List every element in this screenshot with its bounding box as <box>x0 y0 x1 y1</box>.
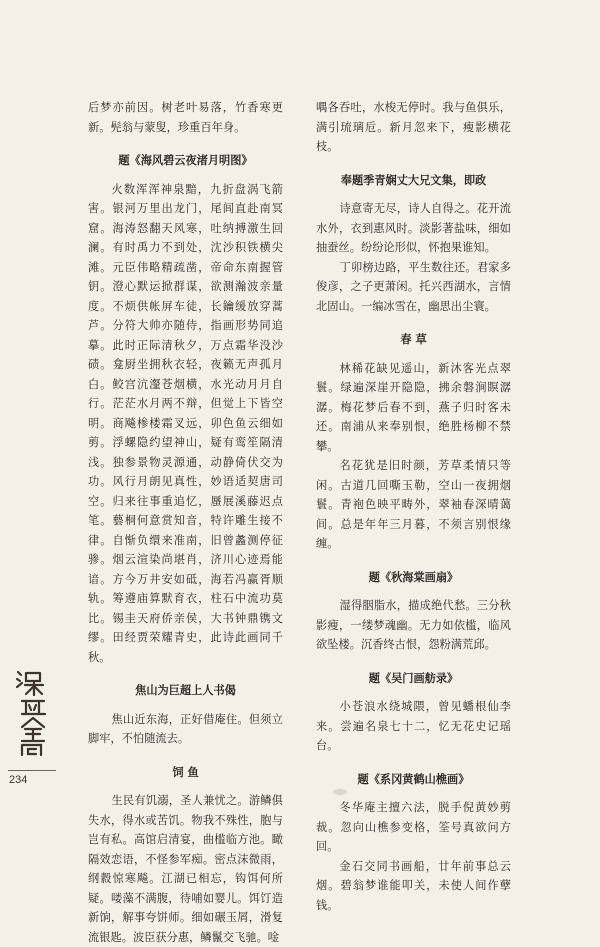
poem-paragraph: 金石交同书画船，廿年前事总云烟。碧翁梦谁能叩关，未使人间作孽钱。 <box>316 859 511 912</box>
poem-title: 焦山为巨超上人书偈 <box>135 683 236 697</box>
poem-title: 春 草 <box>400 332 427 346</box>
poem-paragraph: 名花犹是旧时颜，芳草柔情只等闲。古道几回嘶玉勒，空山一夜拥烟鬟。青袍色映平畴外，翠袖春深晴蔼间。总是年年三月暮，不须言别恨缘缠。 <box>316 459 511 550</box>
page-number: 234 <box>9 774 28 786</box>
left-text-column <box>88 98 283 947</box>
poem-title: 奉题季青娴丈大兄文集，即政 <box>340 172 487 187</box>
poem-title: 题《系冈黄鹤山樵画》 <box>357 771 470 786</box>
poem-paragraph: 冬华庵主擅六法，脱手倪黄妙剪裁。忽向山樵参变格，筌号真欲问方回。 <box>316 801 511 853</box>
poem-paragraph: 诗意寄无尽，诗人自得之。花开流水外，衣到惠风时。淡影著盐味，细如抽蚕丝。纷纷论形似，怀抱果谁知。 <box>316 202 511 254</box>
poem-paragraph: 生民有饥溺，圣人兼忧之。游鳞俱失水，得水或苦饥。物我不殊性，胞与岂有私。高馆启清宴，曲槛临方池。瞰隔效恋语，不怪参军痴。密点沫微雨，纲縠惊寒飚。江湖已相忘，钩饵何所疑。喽藻不满腹，待哺如婴儿。饵饤造新饷，解事夸饼师。细如碾玉屑，滑复流银匙。波臣获分惠，鳞鬣交飞驰。唫 <box>88 794 283 944</box>
footer-rule <box>8 770 56 771</box>
poem-title: 饲 鱼 <box>172 764 199 779</box>
poem-paragraph: 湿得胭脂水，描成绝代愁。三分秋影瘦，一缕梦魂幽。无力如依槛，临风欲坠楼。沉香终古恨，怨粉满荒邱。 <box>316 599 511 651</box>
poem-title: 题《海风碧云夜渚月明图》 <box>118 153 253 167</box>
poem-paragraph: 焦山近东海，正好借庵住。但须立脚牢，不怕随流去。 <box>88 712 283 745</box>
poem-paragraph: 林稀花缺见遥山，新沐客光点翠鬟。绿遍深崖开隐隐，拂余磐涧瞑潺潺。梅花梦后春不到，燕子归时客未还。南浦从来奉别恨，绝胜杨柳不禁攀。 <box>316 361 511 453</box>
poem-title: 题《秋海棠画扇》 <box>368 569 459 584</box>
poem-title: 题《吴门画舫录》 <box>368 670 459 685</box>
calligraphy-seal-icon <box>8 668 64 758</box>
poem-paragraph: 小苍浪水绕城隈，曾见蟠根仙李来。尝遍名泉七十二，忆无花史记瑶台。 <box>316 700 511 752</box>
poem-paragraph: 后梦亦前因。树老叶易落，竹香寒更新。髡翁与蒙叟，珍重百年身。 <box>88 101 283 134</box>
poem-paragraph: 丁卯榜边路，平生数往还。君家多俊彦，之子更萧闲。托兴西湖水，言情北固山。一编冰雪在，幽思出尘寰。 <box>316 260 511 313</box>
poem-paragraph: 喁各吞吐，水梭无停时。我与鱼俱乐，满引琉璃卮。新月忽来下，瘦影横花枝。 <box>316 101 511 153</box>
poem-paragraph: 火数浑浑神泉黯，九折盘涡飞箭害。银河万里出龙门，尾闾直赴南冥窟。海涛怒翻天风寒，吐纳搏激生回澜。有时禹力不到处，沈沙积铁横尖滩。元臣伟略精疏凿，帝命东南握管钥。澄心默运掀群谋，欲测瀚波亲量度。不烦供帐屏车徒，长鑰缓放穿蒿芦。分符大帅亦随侍，指画形势同追摹。此时正际清秋夕，万点霜华没沙碛。龛厨坐拥秋衣轻，夜籁无声孤月白。鲛宫沆瀣苍烟横，水光动月月自行。茫茫水月两不辩，但觉上下皆空明。商飚椮楼霜叉远，卯色鱼云细如剪。浮螺隐约望神山，疑有鸾笙隔清浅。独参景物灵源通，动静倚伏交为功。风行月朗见真性，妙语适契唐司空。归来往事重追忆，蜃展溪藤迟点笔。藝桐何意赏知音，特许雕生接不律。自惭负缳来准南，旧曾蠡测停征骖。烟云渲染尚堪肖，济川心迹焉能谙。方今万井安如砥，海若冯赢胥顺轨。筹遵庙算默育衣，柱石中流功莫比。锡圭天府侨亲侯，大书钟鼎镌文缪。田经贾荣耀青史，此诗此画同千秋。 <box>88 182 283 664</box>
paper-blemish <box>333 789 347 795</box>
